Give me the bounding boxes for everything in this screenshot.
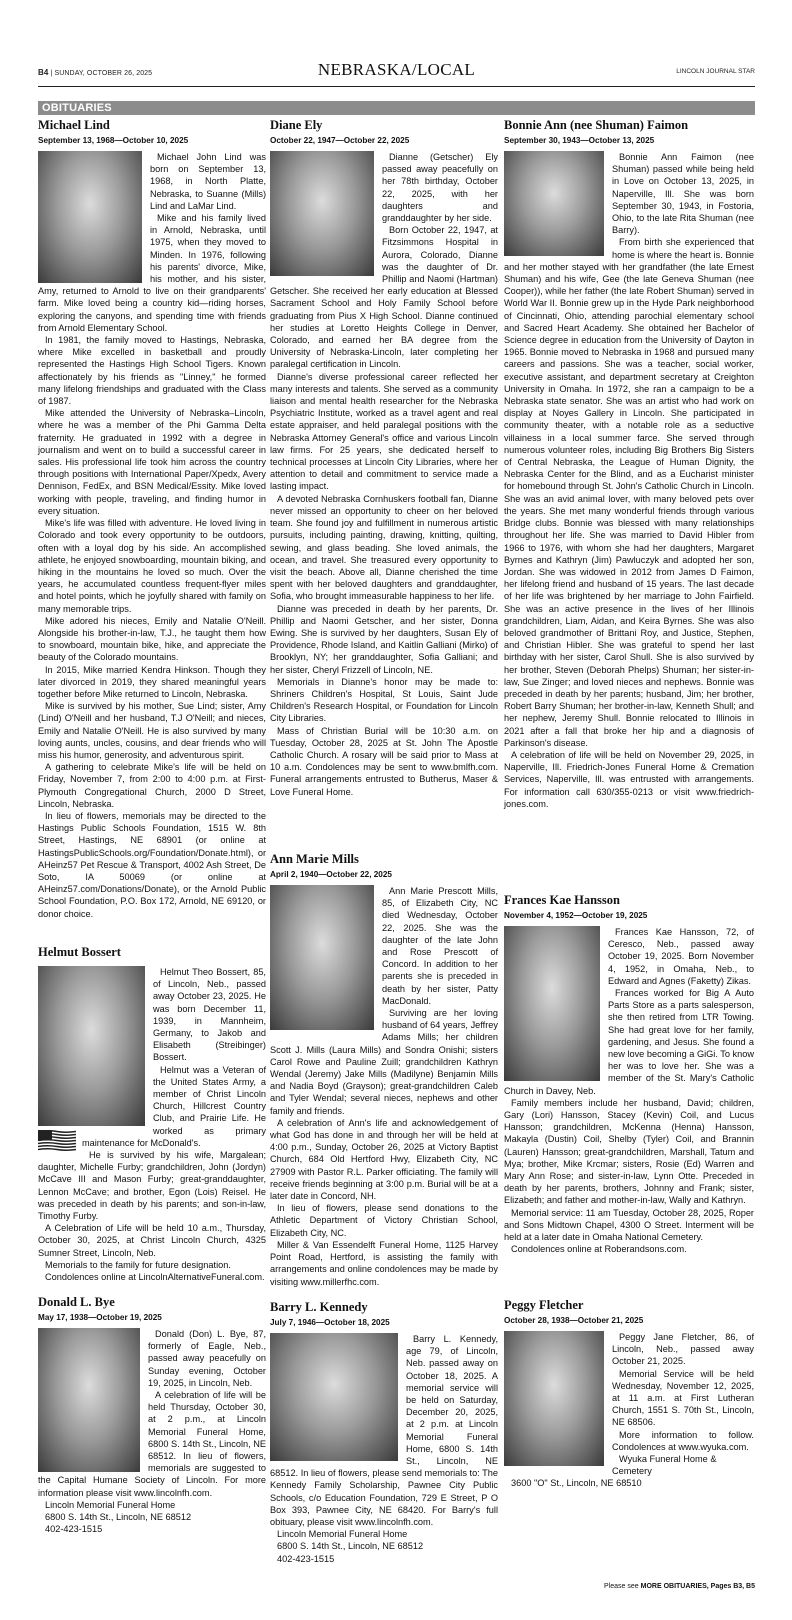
obituary-dates: November 4, 1952—October 19, 2025 (504, 911, 648, 920)
obituary-fletcher (504, 1298, 754, 1490)
obituary-name: Donald L. Bye (38, 1295, 115, 1309)
obituary-paragraph: Memorials to the family for future designation. (45, 1259, 231, 1270)
obituary-dates: May 17, 1938—October 19, 2025 (38, 1313, 162, 1322)
obituary-paragraph: A celebration of life will be held on November 29, 2025, in Naperville, Ill. Friedrich-Jones Funeral Home & Cremation Services, Naperville, Ill. was entrusted with arrangements. For information call 630/355-0213 or visit www.friedrich-jones.com. (504, 749, 754, 809)
obituary-paragraph: Born October 22, 1947, at Fitzsimmons Hospital in Aurora, Colorado, Dianne was the daughter of Dr. Phillip and Naomi (Hartman) Getscher. She received her early education at Blessed Sacrament School and Holy Family School before graduating from Pius X High School. Dianne continued her studies at Loretto Heights College in Denver, Colorado, and earned her BA degree from the University of Nebraska-Lincoln, later completing her paralegal certification in Lincoln. (270, 225, 498, 370)
obituary-paragraph: Mass of Christian Burial will be 10:30 a.m. on Tuesday, October 28, 2025 at St. John The Apostle Catholic Church. A rosary will be said prior to Mass at 10 a.m. Condolences may be sent to www.bmlfh.com. Funeral arrangements entrusted to Butherus, Maser & Love Funeral Home. (270, 725, 498, 797)
obituary-kennedy (270, 1300, 498, 1565)
obituary-mills (270, 852, 498, 1288)
obituary-paragraph: Frances worked for Big A Auto Parts Store as a parts salesperson, she then retired from LTR Towing. She had great love for her family, gardening, and Jesus. She found a new love becoming a GiGi. To know her was to love her. She was a member of the St. Mary's Catholic Church in Davey, Neb. (504, 988, 754, 1096)
obituary-dates: October 28, 1938—October 21, 2025 (504, 1316, 644, 1325)
barry-kennedy-photo (270, 1333, 398, 1461)
obituary-dates: July 7, 1946—October 18, 2025 (270, 1318, 390, 1327)
obituary-paragraph: Miller & Van Essendelft Funeral Home, 1125 Harvey Point Road, Hertford, is assisting the family with arrangements and online condolences may be made by visiting www.millerfhc.com. (270, 1239, 498, 1287)
obituary-paragraph: He is survived by his wife, Margalean; daughter, Michelle Furby; grandchildren, John (Jordyn) McCave III and Mason Furby; great-granddaughter, Lennon McCave; and brother, Egon (Lois) Reisel. He was preceded in death by his parents; and son-in-law, Timothy Furby. (38, 1150, 266, 1222)
obituary-dates: October 22, 1947—October 22, 2025 (270, 136, 410, 145)
obituary-bossert (38, 945, 266, 1283)
obituary-paragraph: Mike's life was filled with adventure. He loved living in Colorado and took every opportunity to be outdoors, often with a loyal dog by his side. An accomplished athlete, he enjoyed snowboarding, mountain biking, and hiking in the mountains he loved so much. Over the years, he accumulated countless frequent-flyer miles and hotel points, which he joyfully shared with family on many memorable trips. (38, 518, 266, 614)
obituary-paragraph: Memorial service: 11 am Tuesday, October 28, 2025, Roper and Sons Midtown Chapel, 4300 O Street. Interment will be held at a later date in Omaha National Cemetery. (504, 1207, 754, 1243)
obituary-name: Ann Marie Mills (270, 852, 359, 866)
obituary-hansson (504, 893, 754, 1255)
obituary-paragraph: Helmut was a Veteran of the United States Army, a member of Christ Lincoln Church, Hillcrest Country Club, and Prairie Life. He worked as primary maintenance for McDonald's. (82, 1064, 266, 1148)
obituary-name: Bonnie Ann (nee Shuman) Faimon (504, 118, 689, 132)
donald-bye-photo (38, 1328, 140, 1472)
page-number: B4 (38, 68, 49, 77)
obituary-paragraph: A devoted Nebraska Cornhuskers football fan, Dianne never missed an opportunity to cheer on her beloved team. She found joy and fulfillment in numerous artistic pursuits, including painting, drawing, knitting, quilting, sewing, and glass beading. She loved animals, the ocean, and travel. She treasured every opportunity to visit the beach. Above all, Dianne cherished the time spent with her beloved daughters and granddaughter, Sofia, who brought immeasurable happiness to her life. (270, 493, 498, 602)
obituary-name: Frances Kae Hansson (504, 893, 620, 907)
obituary-paragraph: A Celebration of Life will be held 10 a.m., Thursday, October 30, 2025, at Christ Lincoln Church, 4325 Sumner Street, Lincoln, Neb. (38, 1223, 266, 1258)
obituary-dates: April 2, 1940—October 22, 2025 (270, 870, 392, 879)
obituary-name: Peggy Fletcher (504, 1298, 584, 1312)
obituary-paragraph: Helmut Theo Bossert, 85, of Lincoln, Neb., passed away October 23, 2025. He was born December 11, 1939, in Mannheim, Germany, to Jakob and Elisabeth (Streibinger) Bossert. (153, 967, 266, 1063)
obituary-paragraph: Dianne's diverse professional career reflected her many interests and talents. She served as a community liaison and mental health researcher for the Nebraska Psychiatric Institute, worked as a travel agent and real estate appraiser, and held paralegal positions with the Nebraska Attorney General's office and various Lincoln law firms. For 25 years, she dedicated herself to technical processes at Lincoln City Libraries, where her attention to detail and commitment to service made a lasting impact. (270, 371, 498, 492)
obituary-paragraph: Mike is survived by his mother, Sue Lind; sister, Amy (Lind) O'Neill and her husband, T.J O'Neill; and nieces, Emily and Natalie O'Neill. He is also survived by many loving aunts, uncles, cousins, and dear friends who will miss his humor, generosity, and adventurous spirit. (38, 701, 266, 760)
page-info: B4 | SUNDAY, OCTOBER 26, 2025 (38, 68, 153, 77)
obituary-paragraph: Lincoln Memorial Funeral Home (45, 1499, 176, 1510)
obituary-paragraph: 3600 "O" St., Lincoln, NE 68510 (511, 1478, 642, 1489)
obituary-paragraph: In lieu of flowers, please send donations to the Athletic Department of Victory Christian School, Elizabeth City, NC. (270, 1203, 498, 1238)
more-obituaries-note (604, 1583, 755, 1590)
obituary-paragraph: In 1981, the family moved to Hastings, Nebraska, where Mike excelled in basketball and proudly represented the Hastings High School Tigers. Known affectionately by his friends as "Linney," he formed many lifelong friendships and graduated with the Class of 1987. (38, 335, 266, 407)
obituary-paragraph: 6800 S. 14th St., Lincoln, NE 68512 (277, 1541, 424, 1552)
obituary-paragraph: A gathering to celebrate Mike's life will be held on Friday, November 7, from 2:00 to 4:00 p.m. at First-Plymouth Congregational Church, 2000 D Street, Lincoln, Nebraska. (38, 762, 266, 809)
obituary-paragraph: Michael John Lind was born on September 13, 1968, in North Platte, Nebraska, to Suanne (Mills) Lind and LaMar Lind. (150, 152, 266, 211)
paper-name: LINCOLN JOURNAL STAR (676, 68, 755, 75)
diane-ely-photo (270, 151, 374, 276)
obituary-name: Michael Lind (38, 118, 110, 132)
obituary-paragraph: A celebration of Ann's life and acknowledgement of what God has done in and through her will be held at 4:00 p.m., Sunday, October 26, 2025 at Victory Baptist Church, 684 Old Hertford Hwy, Elizabeth City, NC 27909 with Pastor R.L. Parker officiating. The family will receive friends beginning at 3:00 p.m. Burial will be at a later date in Concord, NH. (270, 1117, 498, 1202)
obituary-paragraph: Frances Kae Hansson, 72, of Ceresco, Neb., passed away October 19, 2025. Born November 4, 1952, in Omaha, Neb., to Edward and Agnes (Faketty) Zikas. (608, 927, 754, 986)
obituary-dates: September 13, 1968—October 10, 2025 (38, 136, 189, 145)
obituary-paragraph: Memorial Service will be held Wednesday, November 12, 2025, at 11 a.m. at First Lutheran Church, 1551 S. 70th St., Lincoln, NE 68506. (612, 1368, 754, 1428)
more-obituaries-link[interactable]: MORE OBITUARIES, Pages B3, B5 (640, 1583, 755, 1590)
obituary-ely (270, 118, 498, 798)
obituary-paragraph: Peggy Jane Fletcher, 86, of Lincoln, Neb., passed away October 21, 2025. (612, 1332, 754, 1367)
issue-date: SUNDAY, OCTOBER 26, 2025 (54, 70, 153, 77)
section-title: OBITUARIES (38, 101, 755, 115)
obituary-name: Diane Ely (270, 118, 323, 132)
bonnie-faimon-photo (504, 151, 604, 256)
obituary-paragraph: Mike attended the University of Nebraska–Lincoln, where he was a member of the Phi Gamma Delta fraternity. He graduated in 1992 with a degree in journalism and went on to build a successful career in sales. His professional life took him across the country through positions with International Paper/Xpedx, Avery Dennison, FedEx, and BSN Medical/Essity. Mike loved working with people, traveling, and finding humor in every situation. (38, 408, 266, 516)
obituary-paragraph: 402-423-1515 (45, 1524, 103, 1535)
obituary-paragraph: Ann Marie Prescott Mills, 85, of Elizabeth City, NC died Wednesday, October 22, 2025. She was the daughter of the late John and Rose Prescott of Concord. In addition to her parents she is preceded in death by her sister, Patty MacDonald. (382, 886, 498, 1006)
obituary-name: Helmut Bossert (38, 945, 121, 959)
obituary-paragraph: 402-423-1515 (277, 1553, 335, 1564)
footer-prefix: Please see (604, 1583, 641, 1590)
obituary-paragraph: A celebration of life will be held Thursday, October 30, at 2 p.m., at Lincoln Memorial Funeral Home, 6800 S. 14th St., Lincoln, NE 68512. In lieu of flowers, memorials are suggested to the Capital Humane Society of Lincoln. For more information please visit www.lincolnfh.com. (38, 1390, 266, 1498)
obituary-paragraph: Memorials in Dianne's honor may be made to: Shriners Children's Hospital, St Louis, Saint Jude Children's Research Hospital, or Foundation for Lincoln City Libraries. (270, 676, 498, 724)
frances-hansson-photo (504, 926, 600, 1081)
obituary-name: Barry L. Kennedy (270, 1300, 368, 1314)
section-name: NEBRASKA/LOCAL (317, 60, 476, 79)
peggy-fletcher-photo (504, 1331, 604, 1466)
obituary-paragraph: Condolences online at Roberandsons.com. (511, 1244, 687, 1255)
obituary-paragraph: Dianne (Getscher) Ely passed away peacefully on her 78th birthday, October 22, 2025, with her daughters and granddaughter by her side. (382, 152, 498, 224)
obituary-paragraph: Wyuka Funeral Home & Cemetery (612, 1454, 717, 1477)
obituary-paragraph: In 2015, Mike married Kendra Hinkson. Though they later divorced in 2019, they shared meaningful years together before Mike returned to Lincoln, Nebraska. (38, 664, 266, 699)
masthead (38, 60, 755, 87)
obituary-paragraph: In lieu of flowers, memorials may be directed to the Hastings Public Schools Foundation, 1515 W. 8th Street, Hastings, NE 68901 (or online at HastingsPublicSchools.org/Foundation/Donate.html), or AHeinz57 Pet Rescue & Transport, 4002 Ash Street, De Soto, IA 50069 (or online at AHeinz57.com/Donations/Donate), or the Arnold Public School Foundation, P.O. Box 172, Arnold, NE 69120, or donor choice. (38, 810, 266, 919)
helmut-bossert-photo (38, 966, 145, 1126)
obituary-dates: September 30, 1943—October 13, 2025 (504, 136, 655, 145)
obituary-bye (38, 1295, 266, 1535)
obituary-paragraph: From birth she experienced that home is where the heart is. Bonnie and her mother stayed with her grandfather (the late Ernest Shuman) and his wife, Gee (the late Geneva Shuman (nee Cooper)), while her father (the late Robert Shuman) served in World War II. Bonnie grew up in the Hyde Park neighborhood of Cincinnati, Ohio, attending parochial elementary school and Sacred Heart Academy. She obtained her Bachelor of Science degree in education from the University of Dayton in 1965. Bonnie moved to Nebraska in 1968 and pursued many careers and passions. She was a teacher, social worker, executive assistant, and department secretary at Creighton University in Omaha. In 1972, she ran a campaign to be a Nebraska state senator. She was an artist who had work on display at Noyes Gallery in Lincoln. She participated in community theater, with a notable role as a seductive villainess in a local summer farce. She served through numerous volunteer roles, including Big Brothers Big Sisters of Central Nebraska, the League of Human Dignity, the Nebraska Center for the Blind, and as a Eucharist minister for homebound through St. John's Catholic Church in Lincoln. She was an avid animal lover, with many beloved pets over the years. She met many wonderful friends through various Bridge clubs. Bonnie was blessed with many relationships throughout her life. She was married to David Hibler from 1966 to 1976, with whom she had her daughters, Margaret Byrnes and Kathryn (Jim) Pawluczyk and adopted her son, Jordan. She was widowed in 2012 from James D Faimon, her lifelong friend and husband of 15 years. The last decade of her life was brightened by her marriage to John Fairfield. She was an active presence in the lives of her Illinois grandchildren, Liam, Aidan, and Keira Byrnes. She was also beloved grandmother of Brittani Roy, and Justice, Stephen, and Christian Hibler. She was grateful to spend her last birthday with her sister, Carol Shull. She is also survived by her brother, Steven (Deborah Phelps) Shuman; her sister-in-law, Sue Zinger; and loved nieces and nephews. Bonnie was preceded in death by her parents; husband, Jim; her brother, Robert Barry Shuman; her brother-in-law, Kenneth Shull; and her nephew, Jeremy Shull. Bonnie relocated to Illinois in 2021 after a fall that broke her hip and a diagnosis of Parkinson's disease. (504, 237, 754, 748)
obituary-lind (38, 118, 266, 920)
obituary-paragraph: 6800 S. 14th St., Lincoln, NE 68512 (45, 1512, 192, 1523)
obituary-paragraph: Family members include her husband, David; children, Gary (Lori) Hansson, Stacey (Kevin) Coil, and Lucus Hansson; grandchildren, McKenna (Henna) Hansson, Makayla (Dustin) Coil, Shelby (Tyler) Coil, and Brannin (Lauren) Hansson; great-grandchildren, Marshall, Tatum and Mya; brother, Mike Krcmar; sisters, Rosie (Ed) Warren and Mary Ann Rose; and sister-in-law, Lynn Otte. Preceded in death by her parents, brothers, Johnny and Frank; sister, Elizabeth; and father and mother-in-law, Wally and Kathryn. (504, 1097, 754, 1206)
american-flag-icon (38, 1130, 76, 1152)
obituary-paragraph: Lincoln Memorial Funeral Home (277, 1529, 408, 1540)
obituary-paragraph: Condolences online at LincolnAlternativeFuneral.com. (45, 1272, 265, 1283)
obituary-paragraph: Donald (Don) L. Bye, 87, formerly of Eagle, Neb., passed away peacefully on Sunday evening, October 19, 2025, in Lincoln, Neb. (148, 1329, 266, 1388)
obituary-paragraph: More information to follow. Condolences at www.wyuka.com. (612, 1429, 754, 1452)
obituary-faimon (504, 118, 754, 810)
michael-lind-photo (38, 151, 142, 283)
obituary-paragraph: Bonnie Ann Faimon (nee Shuman) passed while being held in Love on October 13, 2025, in Naperville, Ill. She was born September 30, 1943, in Fostoria, Ohio, to the late Rita Shuman (nee Barry). (612, 152, 754, 236)
obituary-paragraph: Mike adored his nieces, Emily and Natalie O'Neill. Alongside his brother-in-law, T.J., he taught them how to snowboard, mountain bike, hike, and appreciate the beauty of the Colorado mountains. (38, 615, 266, 663)
ann-marie-mills-photo (270, 885, 374, 1030)
obituary-paragraph: Dianne was preceded in death by her parents, Dr. Phillip and Naomi Getscher, and her sister, Donna Ewing. She is survived by her daughters, Susan Ely of Providence, Rhode Island, and Kaitlin Galliani (Mirko) of Brooklyn, NY; her granddaughter, Sofia Galliani; and her sister, Cheryl Frizzell of Lincoln, NE. (270, 603, 498, 675)
obituary-paragraph: Surviving are her loving husband of 64 years, Jeffrey Adams Mills; her children Scott J. Mills (Laura Mills) and Sondra Onishi; sisters Carol Rowe and Pauline Zuill; grandchildren Kathryn Wendal (Jeremy) Jake Mills (Madilyne) Benjamin Mills and Nadia Boyd (Grayson); great-grandchildren Caleb and Tyler Wendal; several nieces, nephews and other family and friends. (270, 1008, 498, 1116)
obituary-paragraph: Barry L. Kennedy, age 79, of Lincoln, Neb. passed away on October 18, 2025. A memorial service will be held on Saturday, December 20, 2025, at 2 p.m. at Lincoln Memorial Funeral Home, 6800 S. 14th St., Lincoln, NE 68512. In lieu of flowers, please send memorials to: The Kennedy Family Scholarship, Pawnee City Public Schools, c/o Education Foundation, 729 E Street, P O Box 393, Pawnee City, NE 68420. For Barry's full obituary, please visit www.lincolnfh.com. (270, 1334, 498, 1528)
obituary-paragraph: Mike and his family lived in Arnold, Nebraska, until 1975, when they moved to Minden. In 1976, following his parents' divorce, Mike, his mother, and his sister, Amy, returned to Arnold to live on their grandparents' farm. Mike loved being a country kid—riding horses, exploring the canyons, and spending time with friends from Arnold Elementary School. (38, 213, 266, 333)
